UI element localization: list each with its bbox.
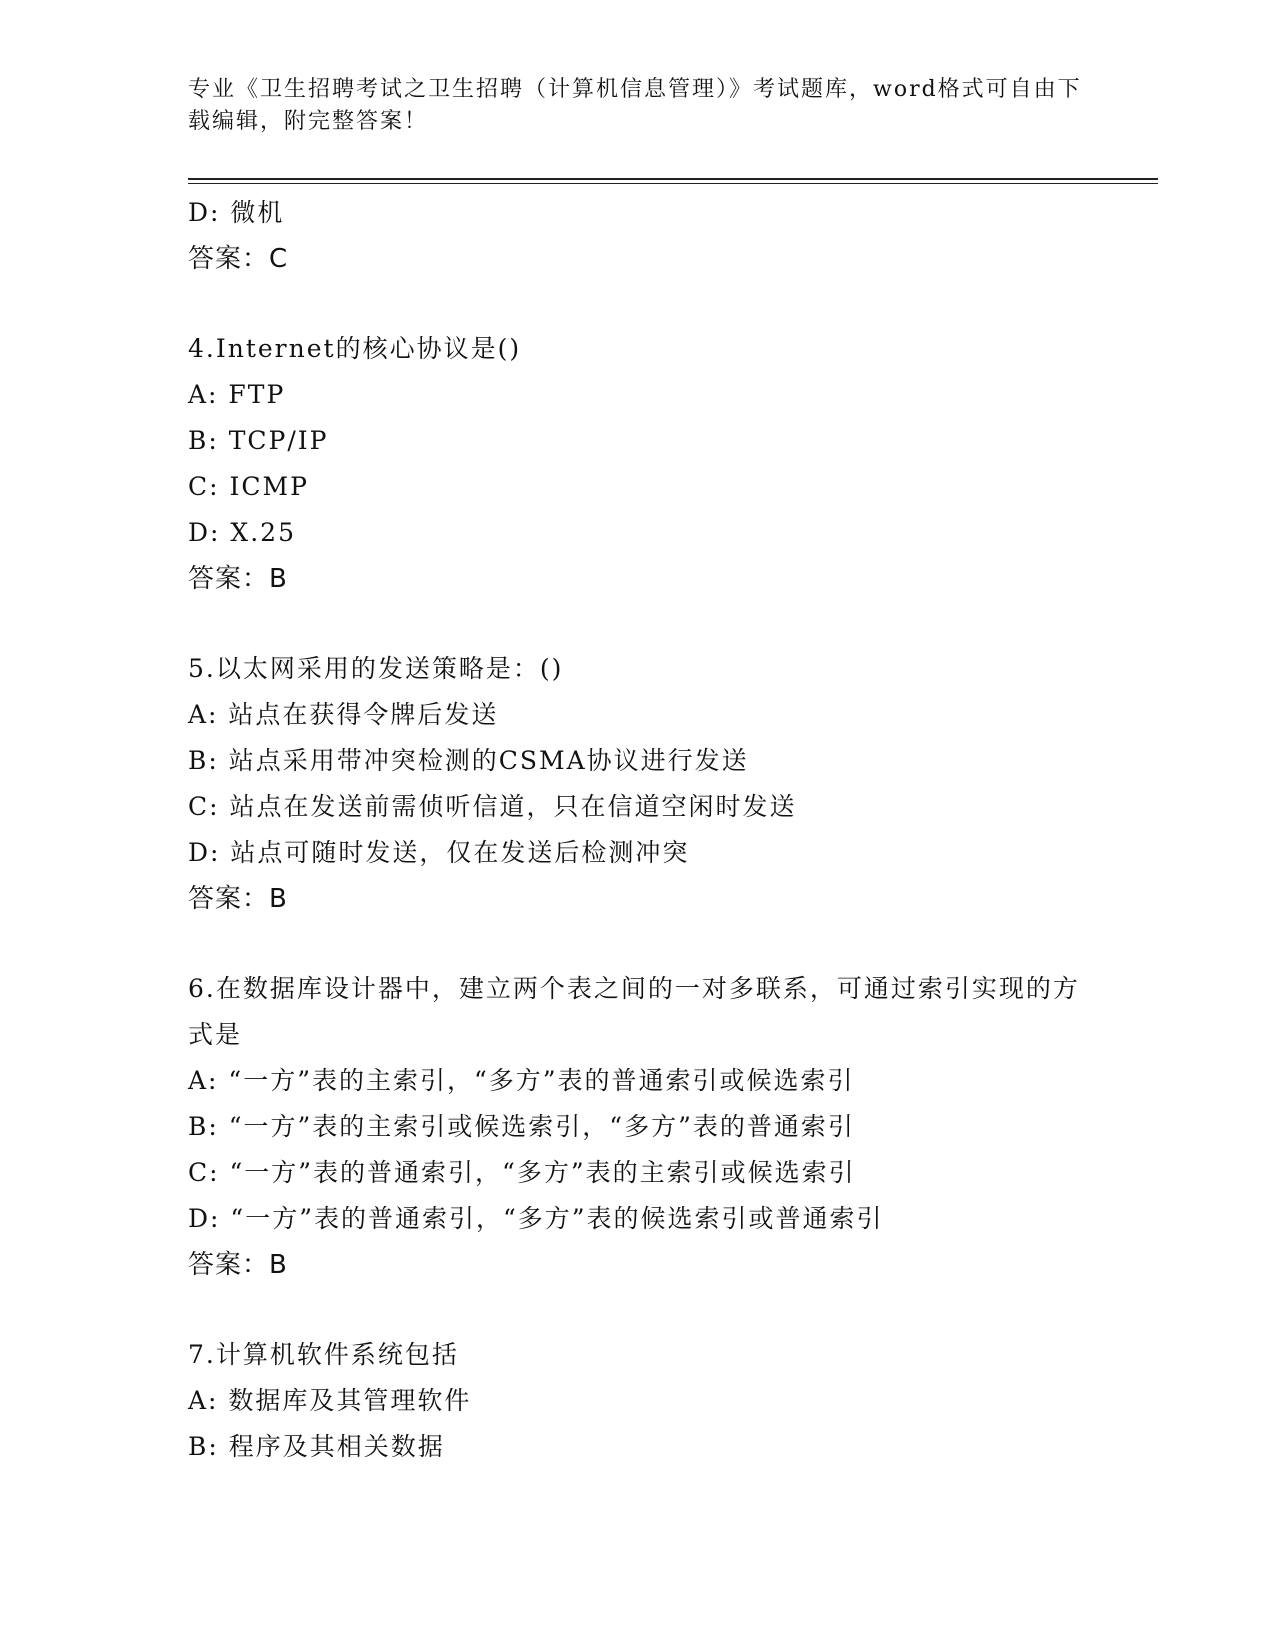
question-5-stem: 5.以太网采用的发送策略是：() [188, 654, 564, 683]
answer-label: 答案：C [188, 244, 289, 274]
question-7-option-a: A: 数据库及其管理软件 [188, 1386, 472, 1415]
document-header: 专业《卫生招聘考试之卫生招聘（计算机信息管理）》考试题库，word格式可自由下载编辑，附完整答案！ [188, 77, 1082, 134]
question-4-stem: 4.Internet的核心协议是() [188, 334, 522, 363]
header-divider [188, 178, 1158, 180]
question-6-stem: 6.在数据库设计器中，建立两个表之间的一对多联系，可通过索引实现的方式是 [188, 974, 1080, 1049]
question-6-option-d: D: “一方”表的普通索引，“多方”表的候选索引或普通索引 [188, 1204, 884, 1233]
question-6-option-a: A: “一方”表的主索引，“多方”表的普通索引或候选索引 [188, 1066, 855, 1095]
question-5-option-a: A: 站点在获得令牌后发送 [188, 700, 499, 729]
question-5-option-d: D: 站点可随时发送，仅在发送后检测冲突 [188, 838, 690, 867]
question-6-option-c: C: “一方”表的普通索引，“多方”表的主索引或候选索引 [188, 1158, 856, 1187]
question-content [188, 190, 1088, 1470]
question-4-answer: 答案：B [188, 564, 288, 594]
question-7-stem: 7.计算机软件系统包括 [188, 1340, 459, 1369]
question-4-option-c: C: ICMP [188, 472, 309, 501]
question-4-option-b: B: TCP/IP [188, 426, 329, 455]
question-6-answer: 答案：B [188, 1250, 288, 1280]
question-4-option-d: D: X.25 [188, 518, 296, 547]
question-4-option-a: A: FTP [188, 380, 286, 409]
question-5-option-c: C: 站点在发送前需侦听信道，只在信道空闲时发送 [188, 792, 797, 821]
header-divider-thin [188, 183, 1158, 184]
question-6-option-b: B: “一方”表的主索引或候选索引，“多方”表的普通索引 [188, 1112, 855, 1141]
question-5-option-b: B: 站点采用带冲突检测的CSMA协议进行发送 [188, 746, 749, 775]
question-7-option-b: B: 程序及其相关数据 [188, 1432, 445, 1461]
question-5-answer: 答案：B [188, 884, 288, 914]
option-d: D: 微机 [188, 198, 285, 227]
